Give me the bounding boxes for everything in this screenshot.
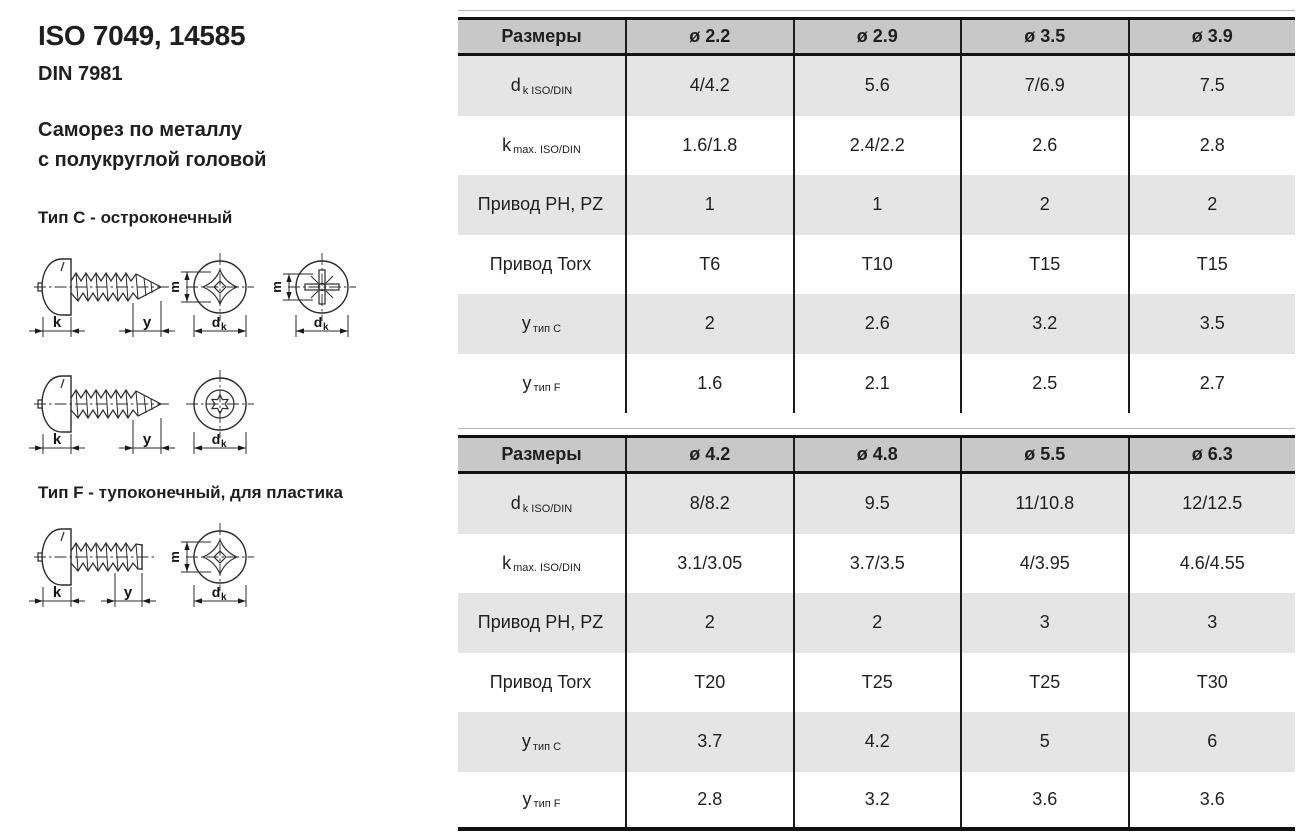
dimension-k — [29, 431, 85, 454]
dimensions-table-small-diameters — [458, 17, 1295, 413]
table-cell: 3.1/3.05 — [625, 534, 793, 594]
table-cell: 3.6 — [1128, 772, 1296, 828]
dimensions-table-large-diameters — [458, 435, 1295, 831]
dim-label-m: m — [269, 281, 284, 293]
table-cell: T10 — [793, 235, 961, 295]
product-description-line2: с полукруглой головой — [38, 149, 267, 171]
table-cell: 2 — [960, 175, 1128, 235]
table-cell: 5.6 — [793, 56, 961, 116]
table-cell: 2.6 — [960, 116, 1128, 176]
dim-label-m: m — [167, 281, 182, 293]
table-cell: 5 — [960, 712, 1128, 772]
table-cell: 3 — [1128, 593, 1296, 653]
table-cell: 3.7 — [625, 712, 793, 772]
torx-recess-front-view — [186, 370, 254, 454]
table-cell: T6 — [625, 235, 793, 295]
table-cell: 9.5 — [793, 474, 961, 534]
table-cell: 1 — [625, 175, 793, 235]
table-cell: 3.2 — [960, 294, 1128, 354]
row-label: Привод PH, PZ — [477, 194, 604, 215]
table-row-kmax — [458, 116, 1295, 176]
ph-recess-front-view — [167, 253, 254, 337]
ph-recess-front-view — [167, 523, 254, 607]
row-label: k max. ISO/DIN — [502, 552, 581, 575]
screw-side-view-pointed — [34, 259, 169, 315]
table-cell: T25 — [960, 653, 1128, 713]
table-cell: 2 — [1128, 175, 1296, 235]
table-row-drive-ph-pz — [458, 593, 1295, 653]
column-header-dia-5-5: ø 5.5 — [960, 438, 1128, 471]
table-cell: 2.4/2.2 — [793, 116, 961, 176]
dim-label-y: y — [142, 431, 152, 448]
table-cell: 2.7 — [1128, 354, 1296, 414]
table-cell: 3.7/3.5 — [793, 534, 961, 594]
type-c-screw-drawing-ph-pz — [15, 243, 435, 343]
pz-recess-front-view — [269, 253, 356, 337]
table-cell: 2.5 — [960, 354, 1128, 414]
table-cell: 2.8 — [625, 772, 793, 828]
table-header-row — [458, 435, 1295, 474]
table-row-drive-ph-pz — [458, 175, 1295, 235]
row-label: k max. ISO/DIN — [502, 134, 581, 157]
table-cell: 2 — [625, 593, 793, 653]
table-row-dk — [458, 56, 1295, 116]
table-cell: 7/6.9 — [960, 56, 1128, 116]
dim-label-dk-sub: k — [221, 439, 227, 450]
column-header-dia-6-3: ø 6.3 — [1128, 438, 1296, 471]
table-cell: 3 — [960, 593, 1128, 653]
dim-label-dk: d — [211, 584, 221, 600]
column-header-dia-3-9: ø 3.9 — [1128, 20, 1296, 53]
column-header-sizes: Размеры — [501, 26, 582, 46]
dimension-y — [101, 573, 156, 607]
table-row-drive-torx — [458, 235, 1295, 295]
product-description — [38, 115, 266, 175]
table-row-y-type-c — [458, 712, 1295, 772]
table-cell: 4.6/4.55 — [1128, 534, 1296, 594]
dim-label-k: k — [52, 584, 62, 601]
table-cell: 3.6 — [960, 772, 1128, 828]
table-cell: T15 — [1128, 235, 1296, 295]
table-cell: 2.6 — [793, 294, 961, 354]
column-header-dia-4-2: ø 4.2 — [625, 438, 793, 471]
dimension-y — [119, 301, 175, 337]
column-header-dia-4-8: ø 4.8 — [793, 438, 961, 471]
table-row-y-type-c — [458, 294, 1295, 354]
table-cell: 6 — [1128, 712, 1296, 772]
table-cell: 11/10.8 — [960, 474, 1128, 534]
screw-side-view-pointed — [34, 376, 169, 432]
dim-label-k: k — [52, 314, 62, 331]
dim-label-dk: d — [211, 314, 221, 330]
row-label: у тип F — [522, 372, 561, 395]
dim-label-dk-sub: k — [323, 322, 329, 333]
table-cell: 2 — [793, 593, 961, 653]
table-cell: 8/8.2 — [625, 474, 793, 534]
table-cell: T25 — [793, 653, 961, 713]
row-label: d k ISO/DIN — [510, 493, 573, 515]
column-header-dia-3-5: ø 3.5 — [960, 20, 1128, 53]
table-cell: T30 — [1128, 653, 1296, 713]
product-description-line1: Саморез по металлу — [38, 119, 243, 141]
column-header-sizes: Размеры — [501, 444, 582, 464]
dim-label-dk-sub: k — [221, 322, 227, 333]
table-cell: 2 — [625, 294, 793, 354]
table-cell: 12/12.5 — [1128, 474, 1296, 534]
row-label: Привод Torx — [489, 671, 592, 692]
type-c-heading: Тип C - остроконечный — [38, 208, 233, 227]
table-cell: 3.5 — [1128, 294, 1296, 354]
type-f-screw-drawing-ph — [15, 513, 435, 613]
table-cell: 3.2 — [793, 772, 961, 828]
table-cell: 1 — [793, 175, 961, 235]
table-cell: 4.2 — [793, 712, 961, 772]
dim-label-dk: d — [211, 431, 221, 447]
dim-label-k: k — [52, 431, 62, 448]
row-label: у тип F — [522, 788, 561, 811]
row-label: у тип C — [521, 731, 562, 753]
table-row-dk — [458, 474, 1295, 534]
table-cell: 2.1 — [793, 354, 961, 414]
screw-side-view-blunt — [34, 529, 155, 585]
type-f-heading: Тип F - тупоконечный, для пластика — [38, 483, 343, 502]
dimension-k — [29, 314, 85, 337]
dim-label-dk-sub: k — [221, 592, 227, 603]
dim-label-m: m — [167, 551, 182, 563]
table-cell: T20 — [625, 653, 793, 713]
type-c-screw-drawing-torx — [15, 360, 435, 460]
dim-label-dk: d — [313, 314, 323, 330]
row-label: Привод PH, PZ — [477, 612, 604, 633]
dim-label-y: y — [142, 314, 152, 331]
table-cell: T15 — [960, 235, 1128, 295]
table-cell: 7.5 — [1128, 56, 1296, 116]
column-header-dia-2-2: ø 2.2 — [625, 20, 793, 53]
table-header-row — [458, 17, 1295, 56]
table-row-y-type-f — [458, 354, 1295, 414]
standard-number: DIN 7981 — [38, 63, 123, 85]
table-cell: 1.6/1.8 — [625, 116, 793, 176]
table-cell: 1.6 — [625, 354, 793, 414]
row-label: d k ISO/DIN — [510, 75, 573, 97]
dimension-k — [29, 584, 85, 607]
row-label: у тип C — [521, 313, 562, 335]
page-title: ISO 7049, 14585 — [38, 20, 246, 51]
table-row-drive-torx — [458, 653, 1295, 713]
table-row-y-type-f — [458, 772, 1295, 832]
dim-label-y: y — [123, 584, 133, 601]
row-label: Привод Torx — [489, 253, 592, 274]
dimension-y — [119, 418, 175, 454]
table-cell: 2.8 — [1128, 116, 1296, 176]
table-row-kmax — [458, 534, 1295, 594]
table-cell: 4/3.95 — [960, 534, 1128, 594]
table-cell: 4/4.2 — [625, 56, 793, 116]
column-header-dia-2-9: ø 2.9 — [793, 20, 961, 53]
